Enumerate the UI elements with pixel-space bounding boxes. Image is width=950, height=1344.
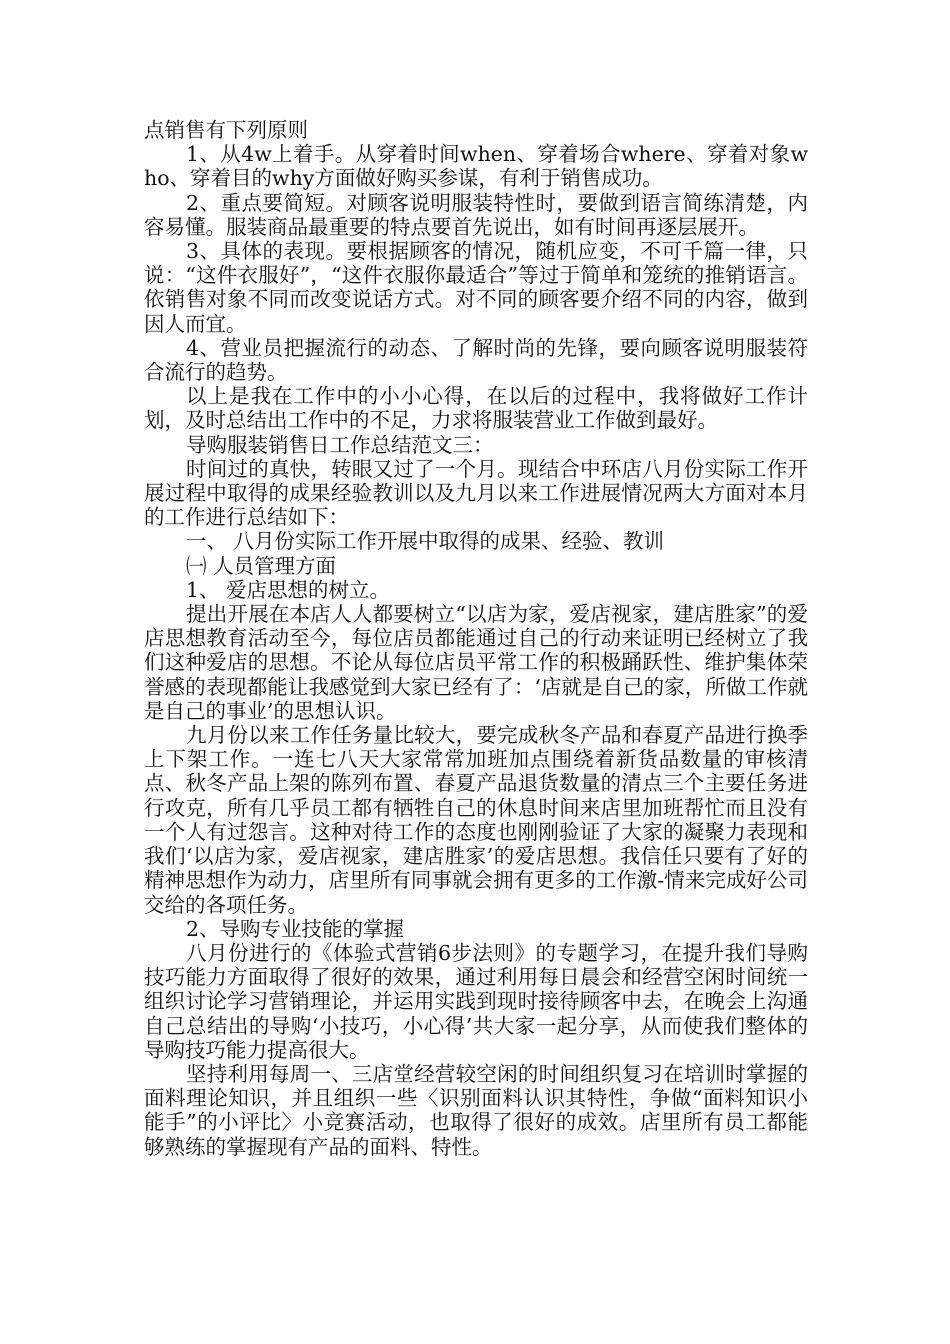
paragraph: 3、具体的表现。要根据顾客的情况，随机应变，不可千篇一律，只说：“这件衣服好”，“这件衣服你最适合”等过于简单和笼统的推销语言。依销售对象不同而改变说话方式。对不同的顾客要介绍不同的内容，做到因人而宜。 (144, 239, 808, 336)
paragraph: 4、营业员把握流行的动态、了解时尚的先锋，要向顾客说明服装符合流行的趋势。 (144, 335, 808, 385)
paragraph: 一、 八月份实际工作开展中取得的成果、经验、教训 (186, 529, 665, 554)
paragraph: 八月份进行的《体验式营销6步法则》的专题学习，在提升我们导购技巧能力方面取得了很好的效果，通过利用每日晨会和经营空闲时间统一组织讨论学习营销理论，并运用实践到现时接待顾客中去，在晚会上沟通自己总结出的导购‘小技巧，小心得’共大家一起分享，从而使我们整体的导购技巧能力提高很大。 (144, 940, 808, 1062)
paragraph: 1、从4w上着手。从穿着时间when、穿着场合where、穿着对象who、穿着目的why方面做好购买参谋，有利于销售成功。 (144, 142, 808, 191)
paragraph: 时间过的真快，转眼又过了一个月。现结合中环店八月份实际工作开展过程中取得的成果经验教训以及九月以来工作进展情况两大方面对本月的工作进行总结如下： (144, 456, 808, 530)
paragraph: 坚持利用每周一、三店堂经营较空闲的时间组织复习在培训时掌握的面料理论知识，并且组织一些〈识别面料认识其特性，争做“面料知识小能手”的小评比〉小竞赛活动，也取得了很好的成效。店里所有员工都能够熟练的掌握现有产品的面料、特性。 (144, 1061, 808, 1159)
paragraph: 导购服装销售日工作总结范文三： (186, 432, 494, 457)
paragraph: 2、导购专业技能的掌握 (186, 916, 405, 941)
document-page (144, 118, 808, 1159)
paragraph: 九月份以来工作任务量比较大，要完成秋冬产品和春夏产品进行换季上下架工作。一连七八天大家常常加班加点围绕着新货品数量的审核清点、秋冬产品上架的陈列布置、春夏产品退货数量的清点三个主要任务进行攻克，所有几乎员工都有牺牲自己的休息时间来店里加班帮忙而且没有一个人有过怨言。这种对待工作的态度也刚刚验证了大家的凝聚力表现和我们‘以店为家，爱店视家，建店胜家’的爱店思想。我信任只要有了好的精神思想作为动力，店里所有同事就会拥有更多的工作激-情来完成好公司交给的各项任务。 (144, 723, 808, 917)
paragraph: ㈠ 人员管理方面 (186, 553, 337, 578)
paragraph: 提出开展在本店人人都要树立“以店为家，爱店视家，建店胜家”的爱店思想教育活动至今，每位店员都能通过自己的行动来证明已经树立了我们这种爱店的思想。不论从每位店员平常工作的积极踊跃性、维护集体荣誉感的表现都能让我感觉到大家已经有了：‘店就是自己的家，所做工作就是自己的事业’的思想认识。 (144, 602, 808, 723)
paragraph: 1、 爱店思想的树立。 (186, 577, 391, 602)
paragraph: 2、重点要简短。对顾客说明服装特性时，要做到语言简练清楚，内容易懂。服装商品最重要的特点要首先说出，如有时间再逐层展开。 (144, 190, 808, 239)
paragraph: 以上是我在工作中的小小心得，在以后的过程中，我将做好工作计划，及时总结出工作中的不足，力求将服装营业工作做到最好。 (144, 384, 808, 433)
paragraph: 点销售有下列原则 (144, 118, 308, 142)
